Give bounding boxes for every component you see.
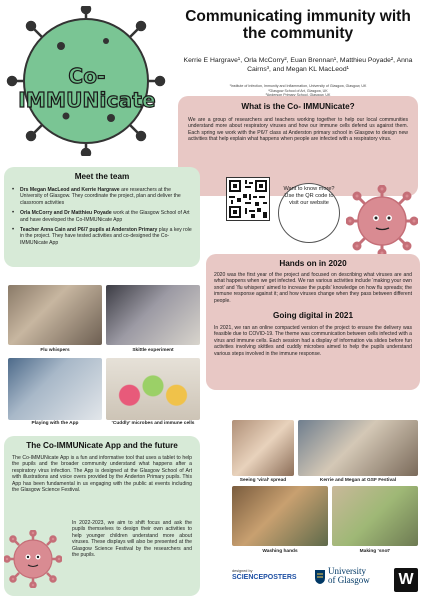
team-heading: Meet the team <box>74 172 130 181</box>
photo-gsf-festival <box>298 420 418 476</box>
meet-team-panel <box>4 167 200 267</box>
team-item <box>12 210 192 223</box>
app-heading: The Co-IMMUNicate App and the future <box>26 441 178 450</box>
caption-gsf-festival: Kerrie and Megan at GSF Festival <box>319 478 397 483</box>
affiliation-1: ¹Institute of Infection, Immunity and Inflammation, University of Glasgow, Glasgow, UK <box>229 84 367 88</box>
digital-text: In 2021, we ran an online compacted version of the project to ensure the delivery was feasible due to COVID-19. The theme was communication between cells infected with a virus and immune cells. Each session had a display of information via slides before fun activities involving skittles and cuddly microbes aimed to help the pupils understand various steps involved in the immune response. <box>214 325 412 357</box>
poster-title: Communicating immunity with the community <box>185 8 411 42</box>
what-is-panel <box>178 96 418 196</box>
what-heading: What is the Co- IMMUNicate? <box>241 102 355 111</box>
qr-prompt-text: Want to know more? Use the QR code to visit our website <box>283 186 335 206</box>
team-list <box>12 187 192 246</box>
crest-icon <box>314 569 326 585</box>
caption-skittle-experiment: Skittle experiment <box>132 348 174 353</box>
photo-viral-spread <box>232 420 294 476</box>
team-item <box>12 227 192 246</box>
caption-playing-app: Playing with the App <box>31 421 79 426</box>
virus-icon <box>346 185 418 257</box>
wellcome-logo: W <box>394 568 418 592</box>
photo-cuddly-microbes <box>106 358 200 420</box>
photo-washing-hands <box>232 486 328 546</box>
hands-text: 2020 was the first year of the project and focused on describing what viruses are and what happens when we get infected. We ran various activities include ‘making your own snot’ and ‘flu whispers’ aimed to increase the pupils’ knowledge on how flu spreads; the immune response against it; and how viruses change when they pass between different people. <box>214 272 412 304</box>
app-future-text: In 2022-2023, we aim to shift focus and ask the pupils themselves to design their own activities to help younger children understand more about viruses. These displays will also be presented at the Glasgow Science Festival by the researchers and the pupils. <box>72 520 192 559</box>
team-item-text: play a key role in the project. They have tested activities and co-designed the Co-IMMUNicate App <box>20 227 192 246</box>
team-item <box>12 187 192 206</box>
sciposters-small-text: designed by <box>232 569 253 573</box>
team-item-text: work at the Glasgow School of Art and have developed the Co-IMMUNicate App <box>20 210 190 223</box>
logo-text: Co-IMMUNicate <box>18 64 156 112</box>
caption-washing-hands: Washing hands <box>262 549 298 554</box>
qr-code-icon[interactable] <box>226 177 270 221</box>
digital-heading: Going digital in 2021 <box>272 311 354 321</box>
photo-playing-app <box>8 358 102 420</box>
sciposters-text: SCIENCEPOSTERS <box>232 574 297 581</box>
affiliation-2: ²Glasgow School of Art, Glasgow, UK <box>268 88 328 93</box>
university-of-glasgow-logo <box>314 566 386 590</box>
uog-line-1: University <box>328 566 366 576</box>
hands-on-panel <box>206 254 420 390</box>
what-text: We are a group of researchers and teachers working together to help our local communities understand more about respiratory viruses and how our immune cells defend us against them. Each spring we work with the P6/7 class at Anderston primary school in Glasgow to design new activities that help explain what happens when people are infected with a respiratory virus. <box>188 117 408 143</box>
app-text: The Co-IMMUNicate App is a fun and informative tool that uses a tablet to help the pupils and the broader community understand what happens after a respiratory virus infection. The App is designed at the Glasgow School of Art with illustrations and voice overs provided by the Anderton Primary pupils. This App has been fundamental in us engaging with the public at events including the Glasgow Science Festival. <box>12 455 192 494</box>
co-immunicate-logo <box>6 6 166 156</box>
authors: Kerrie E Hargrave¹, Orla McCorry², Euan Brennan¹, Matthieu Poyade², Anna Cairns³, and Megan KL MacLeod¹ <box>183 57 413 73</box>
scienceposters-logo <box>232 568 300 586</box>
uog-line-2: of Glasgow <box>328 575 370 585</box>
uog-text <box>328 567 370 585</box>
virus-icon <box>4 530 62 588</box>
hands-heading: Hands on in 2020 <box>279 259 347 268</box>
caption-viral-spread: Seeing ‘viral’ spread <box>239 478 287 483</box>
team-item-name: Drs Megan MacLeod and Kerrie Hargrave <box>20 187 120 193</box>
photo-skittle-experiment <box>106 285 200 345</box>
team-item-name: Orla McCorry and Dr Matthieu Poyade <box>20 210 112 217</box>
caption-making-snot: Making ‘snot’ <box>359 549 391 554</box>
team-item-text: are researchers at the University of Glasgow. They coordinate the project, plan and deliver the classroom activities <box>20 187 181 206</box>
photo-making-snot <box>332 486 418 546</box>
photo-flu-whispers <box>8 285 102 345</box>
team-item-name: Teacher Anna Cain and P6/7 pupils at Anderston Primary <box>20 227 158 234</box>
caption-flu-whispers: Flu whispers <box>40 348 70 353</box>
caption-cuddly-microbes: ‘Cuddly’ microbes and immune cells <box>111 421 195 426</box>
